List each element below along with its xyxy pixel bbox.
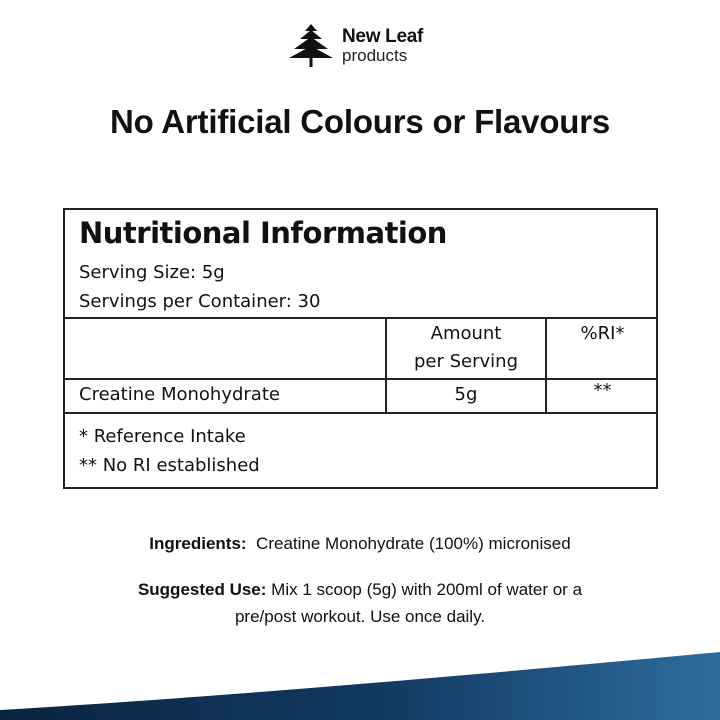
decorative-wave xyxy=(0,640,720,720)
nutrition-title: Nutritional Information xyxy=(79,216,447,250)
table-divider xyxy=(65,317,656,319)
nutrition-panel xyxy=(63,208,658,489)
brand-logo xyxy=(288,22,423,68)
suggested-use-text1: Mix 1 scoop (5g) with 200ml of water or a xyxy=(271,580,583,599)
servings-per-container: Servings per Container: 30 xyxy=(79,291,321,312)
page-headline: No Artificial Colours or Flavours xyxy=(109,103,611,140)
row-name: Creatine Monohydrate xyxy=(79,384,280,405)
ri-header: %RI* xyxy=(580,323,625,344)
ingredients-label: Ingredients: xyxy=(149,534,247,553)
brand-name: New Leaf xyxy=(342,25,424,47)
suggested-use-text2: pre/post workout. Use once daily. xyxy=(234,607,486,626)
amount-header xyxy=(387,320,545,376)
table-divider xyxy=(65,412,656,414)
footnote-no-ri: ** No RI established xyxy=(79,455,260,476)
serving-size: Serving Size: 5g xyxy=(79,262,225,283)
suggested-use-label: Suggested Use: xyxy=(137,580,267,599)
leaf-tree-icon xyxy=(288,22,334,68)
row-ri: ** xyxy=(593,380,612,401)
ingredients-line xyxy=(0,534,720,554)
ingredients-text: Creatine Monohydrate (100%) micronised xyxy=(256,534,571,553)
brand-subtitle: products xyxy=(342,45,408,65)
amount-header-line1: Amount xyxy=(430,323,502,344)
suggested-use-line1 xyxy=(0,576,720,603)
row-amount: 5g xyxy=(454,384,478,405)
suggested-use xyxy=(0,576,720,630)
amount-header-line2: per Serving xyxy=(413,351,518,372)
footnote-reference-intake: * Reference Intake xyxy=(79,426,246,447)
